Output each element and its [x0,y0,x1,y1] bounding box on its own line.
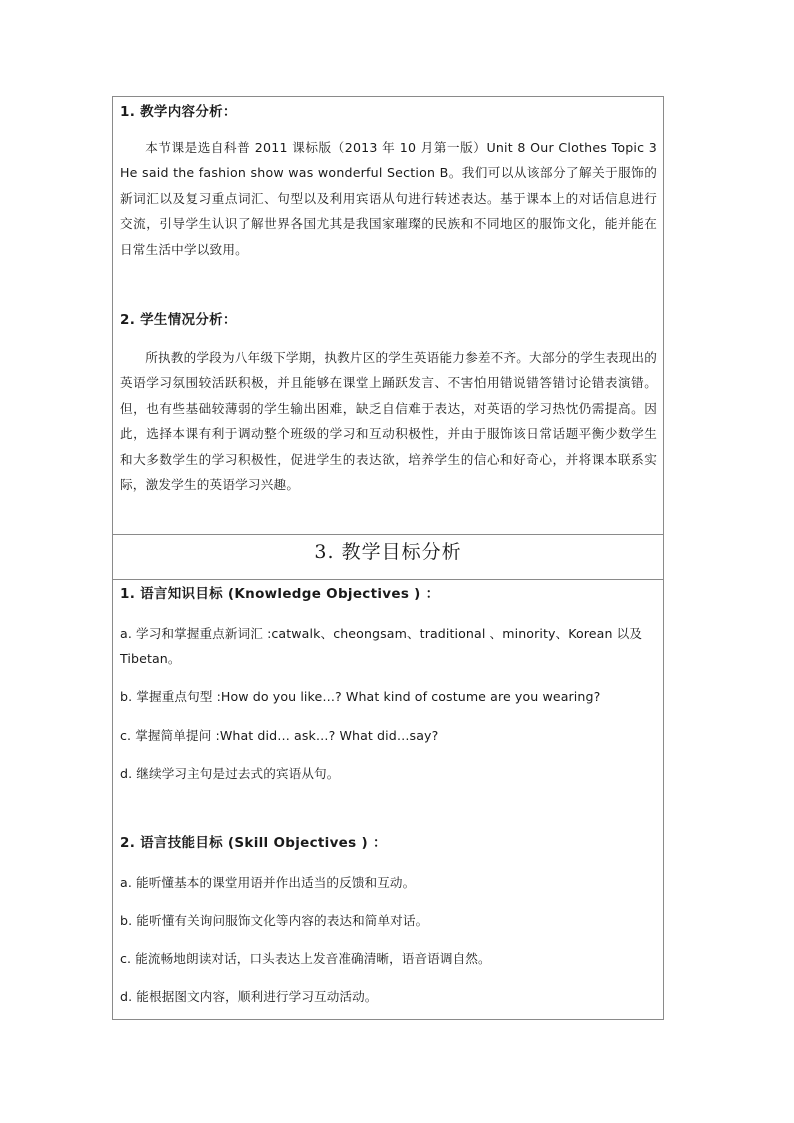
section2-body: 所执教的学段为八年级下学期，执教片区的学生英语能力参差不齐。大部分的学生表现出的英语学习氛围较活跃积极，并且能够在课堂上踊跃发言、不害怕用错说错答错讨论错表演错。但，也有些基础较薄弱的学生输出困难，缺乏自信难于表达，对英语的学习热忱仍需提高。因此，选择本课有利于调动整个班级的学习和互动积极性，并由于服饰该日常话题平衡少数学生和大多数学生的学习积极性，促进学生的表达欲，培养学生的信心和好奇心，并将课本联系实际，激发学生的英语学习兴趣。 [120,350,657,493]
skill-item: a. 能听懂基本的课堂用语并作出适当的反馈和互动。 [120,875,416,890]
skill-heading: 2. 语言技能目标 (Skill Objectives ) ： [120,835,387,851]
section3-title: 3. 教学目标分析 [314,541,462,563]
knowledge-item: c. 掌握简单提问 :What did… ask…? What did…say? [120,728,439,743]
section1-heading: 1. 教学内容分析： [120,104,237,120]
skill-item: c. 能流畅地朗读对话，口头表达上发音准确清晰，语音语调自然。 [120,951,491,966]
knowledge-item: a. 学习和掌握重点新词汇 :catwalk、cheongsam、traditional 、minority、Korean 以及 Tibetan。 [120,626,643,666]
knowledge-item: d. 继续学习主句是过去式的宾语从句。 [120,766,340,781]
row-divider [113,534,663,535]
knowledge-item: b. 掌握重点句型 :How do you like…? What kind of costume are you wearing? [120,689,601,704]
skill-item: d. 能根据图文内容，顺利进行学习互动活动。 [120,989,378,1004]
section1-body: 本节课是选自科普 2011 课标版（2013 年 10 月第一版）Unit 8 Our Clothes Topic 3 He said the fashion show was wonderful Section B。我们可以从该部分了解关于服饰的新词汇以及复习重点词汇、句型以及利用宾语从句进行转述表达。基于课本上的对话信息进行交流，引导学生认识了解世界各国尤其是我国家璀璨的民族和不同地区的服饰文化，能并能在日常生活中学以致用。 [120,140,657,257]
row-divider [113,579,663,580]
section2-heading: 2. 学生情况分析： [120,312,237,328]
document-table [112,96,664,1020]
knowledge-heading: 1. 语言知识目标 (Knowledge Objectives ) ： [120,586,440,602]
skill-item: b. 能听懂有关询问服饰文化等内容的表达和简单对话。 [120,913,429,928]
